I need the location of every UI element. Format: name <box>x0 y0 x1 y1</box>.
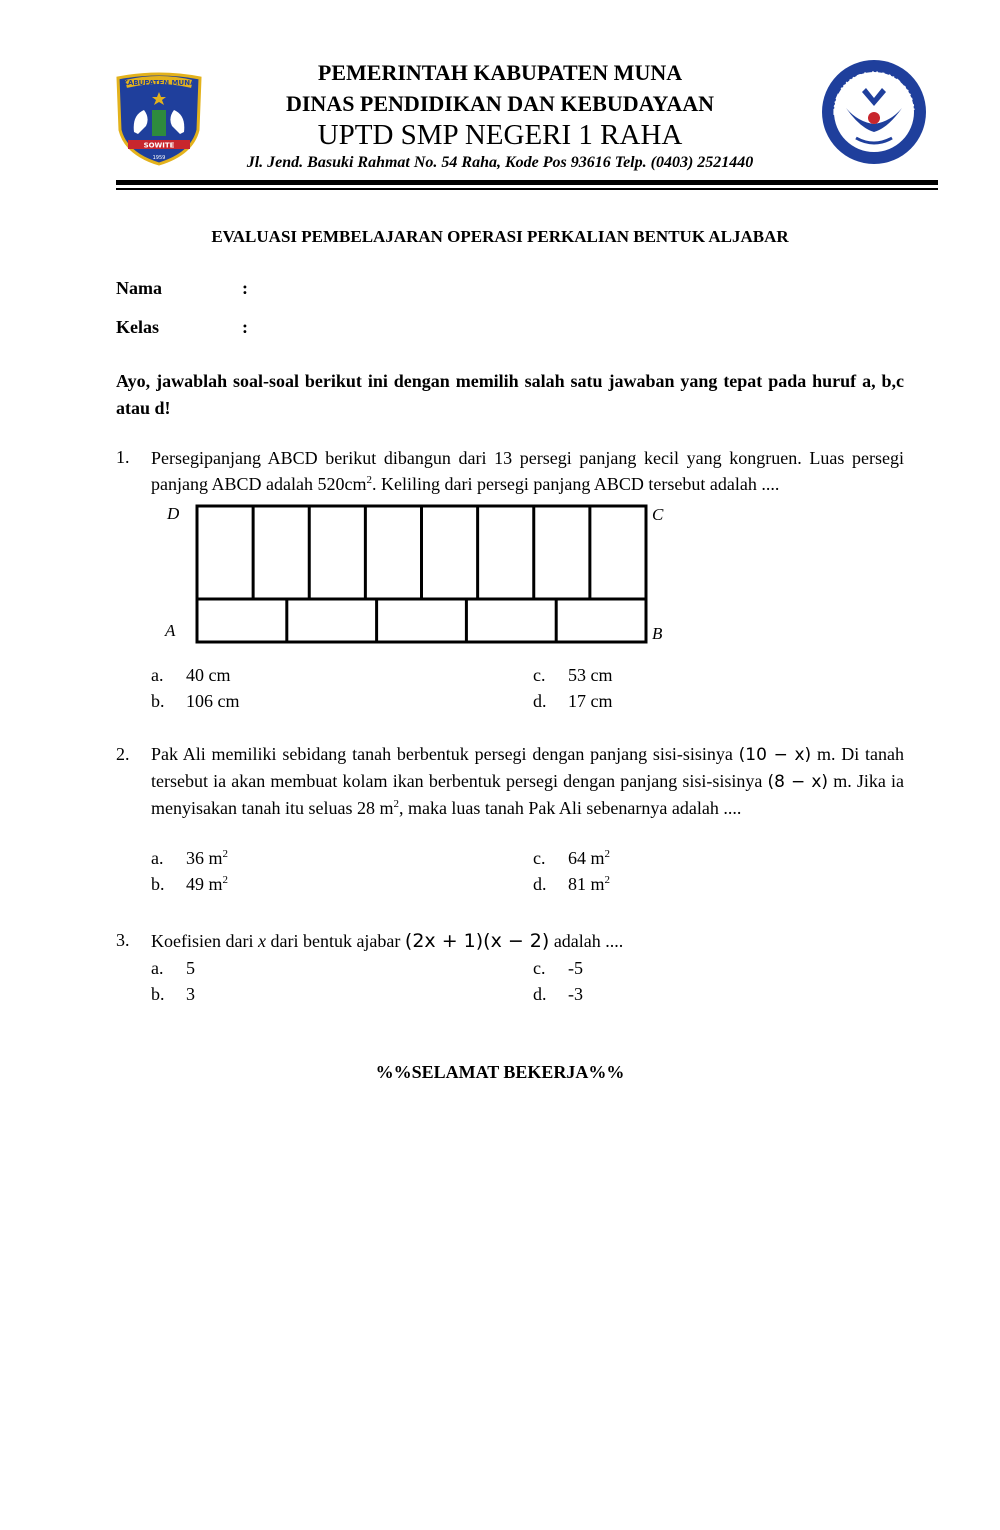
q1-option-d-letter: d. <box>533 691 547 711</box>
q3-option-a[interactable]: 5 <box>186 958 195 978</box>
closing-text: %%SELAMAT BEKERJA%% <box>375 1062 625 1082</box>
q2-option-a[interactable]: 36 $m^2$ <box>186 848 229 868</box>
q2-option-d[interactable]: 81 $m^2$ <box>568 874 611 894</box>
kelas-label: Kelas <box>116 317 159 337</box>
label-d: D <box>167 504 180 523</box>
q1-option-c-letter: c. <box>533 665 546 685</box>
nama-colon: : <box>242 278 248 298</box>
svg-text:1959: 1959 <box>152 155 166 161</box>
question-3-number: 3. <box>116 930 130 950</box>
q3-option-a-letter: a. <box>151 958 164 978</box>
q3-option-c[interactable]: -5 <box>568 958 583 978</box>
svg-text:TUT WURI HANDAYANI: TUT WURI HANDAYAN <box>832 70 916 115</box>
q1-option-a-letter: a. <box>151 665 164 685</box>
q1-option-d[interactable]: 17 cm <box>568 691 613 711</box>
q2-option-b-letter: b. <box>151 874 165 894</box>
header-rule-thin <box>116 188 938 190</box>
svg-text:SOWITE: SOWITE <box>143 141 175 150</box>
svg-text:KABUPATEN MUNA: KABUPATEN MUNA <box>122 79 196 87</box>
q3-option-c-letter: c. <box>533 958 546 978</box>
q1-option-a[interactable]: 40 cm <box>186 665 231 685</box>
q2-option-c-letter: c. <box>533 848 546 868</box>
page-title: EVALUASI PEMBELAJARAN OPERASI PERKALIAN BENTUK ALJABAR <box>211 227 789 246</box>
header-line-1: PEMERINTAH KABUPATEN MUNA <box>317 60 683 85</box>
nama-label: Nama <box>116 278 162 298</box>
label-c: C <box>652 505 664 524</box>
question-2-number: 2. <box>116 744 130 764</box>
q1-option-b-letter: b. <box>151 691 165 711</box>
question-2-text: Pak Ali memiliki sebidang tanah berbentuk persegi dengan panjang sisi-sisinya (10 − x) m. Di tanah tersebut ia akan membuat kolam ikan berbentuk persegi dengan panjang sisi-sisinya (8 − x) m. Jika ia menyisakan tanah itu seluas 28 $m^2$, maka luas tanah Pak Ali sebenarnya adalah .... <box>151 744 904 818</box>
question-1-number: 1. <box>116 447 130 467</box>
q3-option-d-letter: d. <box>533 984 547 1004</box>
school-name: UPTD SMP NEGERI 1 RAHA <box>317 119 683 151</box>
q3-option-b[interactable]: 3 <box>186 984 195 1004</box>
q3-option-d[interactable]: -3 <box>568 984 583 1004</box>
q1-option-b[interactable]: 106 cm <box>186 691 240 711</box>
q2-option-c[interactable]: 64 $m^2$ <box>568 848 611 868</box>
q2-option-b[interactable]: 49 $m^2$ <box>186 874 229 894</box>
q2-option-d-letter: d. <box>533 874 547 894</box>
q3-option-b-letter: b. <box>151 984 165 1004</box>
rectangle-abcd-figure <box>195 504 650 645</box>
tut-wuri-handayani-logo <box>820 58 928 166</box>
question-1-text: Persegipanjang ABCD berikut dibangun dari 13 persegi panjang kecil yang kongruen. Luas persegi panjang ABCD adalah $520cm^2$. Keliling dari persegi panjang ABCD tersebut adalah .... <box>151 448 904 494</box>
kelas-colon: : <box>242 317 248 337</box>
q2-option-a-letter: a. <box>151 848 164 868</box>
school-address: Jl. Jend. Basuki Rahmat No. 54 Raha, Kode Pos 93616 Telp. (0403) 2521440 <box>246 154 754 171</box>
label-a: A <box>165 621 176 640</box>
question-3-text: Koefisien dari x dari bentuk ajabar (2x + 1)(x − 2) adalah .... <box>151 930 624 952</box>
header-rule-thick <box>116 180 938 185</box>
q1-option-c[interactable]: 53 cm <box>568 665 613 685</box>
instruction: Ayo, jawablah soal-soal berikut ini dengan memilih salah satu jawaban yang tepat pada huruf a, b,c atau d! <box>116 371 904 418</box>
label-b: B <box>652 624 663 643</box>
header-line-2: DINAS PENDIDIKAN DAN KEBUDAYAAN <box>285 91 715 116</box>
